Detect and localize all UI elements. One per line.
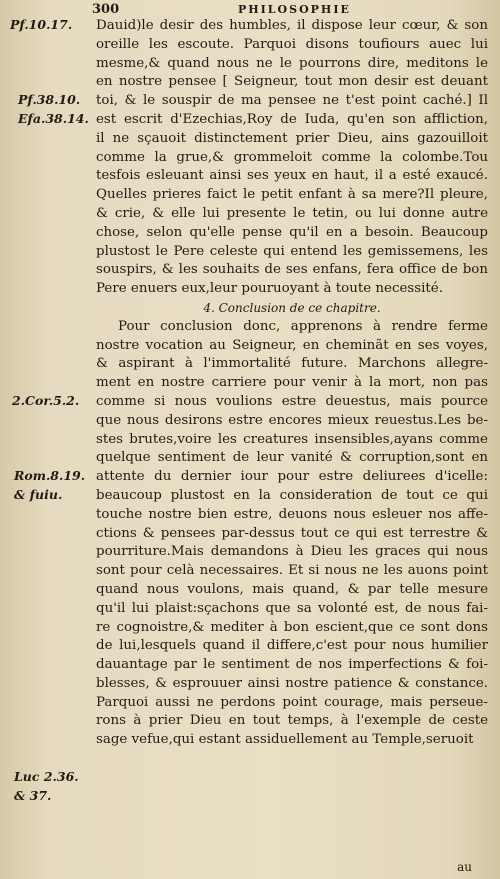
text-line: touche nostre bien estre, deuons nous esleuer nos affe- [96, 506, 488, 522]
text-line: que nous desirons estre encores mieux reuestus.Les be- [96, 412, 488, 428]
text-line: re cognoistre,& mediter à bon escient,que ce sont dons [96, 619, 488, 635]
text-line: oreille les escoute. Parquoi disons toufiours auec lui [96, 36, 488, 52]
text-line: en nostre pensee [ Seigneur, tout mon desir est deuant [96, 74, 488, 90]
text-line: Pour conclusion donc, apprenons à rendre ferme [118, 318, 488, 334]
text-line: de lui,lesquels quand il differe,c'est pour nous humilier [96, 638, 488, 654]
text-line: ctions & pensees par-dessus tout ce qui est terrestre & [96, 525, 488, 541]
text-line: blesses, & esprouuer ainsi nostre patience & constance. [96, 675, 488, 691]
margin-reference: & 37. [14, 787, 52, 803]
text-line: Quelles prieres faict le petit enfant à sa mere?Il pleure, [96, 187, 488, 203]
text-line: sont pour celà necessaires. Et si nous ne les auons point [96, 563, 488, 579]
text-line: toi, & le souspir de ma pensee ne t'est point caché.] Il [96, 93, 488, 109]
text-line: beaucoup plustost en la consideration de tout ce qui [96, 487, 488, 503]
text-line: il ne sçauoit distinctement prier Dieu, ains gazouilloit [96, 130, 488, 146]
text-line: chose, selon qu'elle pense qu'il en a besoin. Beaucoup [96, 224, 488, 240]
text-line: mesme,& quand nous ne le pourrons dire, meditons le [96, 55, 488, 71]
text-line: Parquoi aussi ne perdons point courage, mais perseue- [96, 694, 488, 710]
text-line: comme la grue,& grommeloit comme la colombe.Tou [96, 149, 488, 165]
text-line: & crie, & elle lui presente le tetin, ou lui donne autre [96, 205, 488, 221]
text-line: souspirs, & les souhaits de ses enfans, fera office de bon [96, 262, 488, 278]
margin-reference: Rom.8.19. [14, 468, 86, 484]
catchword: au [457, 860, 472, 874]
text-line: est escrit d'Ezechias,Roy de Iuda, qu'en son affliction, [96, 111, 488, 127]
text-line: quand nous voulons, mais quand, & par telle mesure [96, 581, 488, 597]
margin-reference: 2.Cor.5.2. [12, 393, 80, 408]
margin-reference: & fuiu. [14, 487, 63, 502]
running-title: PHILOSOPHIE [238, 3, 351, 16]
text-body [96, 17, 488, 750]
text-line: tesfois esleuant ainsi ses yeux en haut, il a esté exaucé. [96, 168, 488, 184]
text-line: dauantage par le sentiment de nos imperfections & foi- [96, 657, 488, 673]
text-line: nostre vocation au Seigneur, en cheminãt en ses voyes, [96, 337, 488, 353]
text-line: qu'il lui plaist:sçachons que sa volonté est, de nous fai- [96, 600, 488, 616]
text-line: 4. Conclusion de ce chapitre. [203, 300, 381, 315]
text-line: Pere enuers eux,leur pouruoyant à toute necessité. [96, 281, 443, 297]
text-line: quelque sentiment de leur vanité & corruption,sont en [96, 450, 488, 466]
margin-reference: Efa.38.14. [18, 111, 89, 126]
text-line: plustost le Pere celeste qui entend les gemissemens, les [96, 243, 488, 259]
text-line: & aspirant à l'immortalité future. Marchons allegre- [96, 356, 488, 372]
text-line: attente du dernier iour pour estre deliurees d'icelle: [96, 469, 488, 485]
margin-reference: Pf.38.10. [18, 92, 81, 108]
text-line: rons à prier Dieu en tout temps, à l'exemple de ceste [96, 713, 488, 729]
page-number: 300 [92, 2, 120, 17]
margin-reference: Pf.10.17. [10, 17, 73, 32]
text-line: Dauid)le desir des humbles, il dispose leur cœur, & son [96, 18, 488, 33]
margin-reference: Luc 2.36. [14, 769, 79, 784]
text-line: sage vefue,qui estant assiduellement au Temple,seruoit [96, 732, 474, 748]
text-line: stes brutes,voire les creatures insensibles,ayans comme [96, 431, 488, 447]
text-line: pourriture.Mais demandons à Dieu les graces qui nous [96, 544, 488, 560]
text-line: ment en nostre carriere pour venir à la mort, non pas [96, 375, 488, 391]
text-line: comme si nous voulions estre deuestus, mais pource [96, 393, 488, 409]
